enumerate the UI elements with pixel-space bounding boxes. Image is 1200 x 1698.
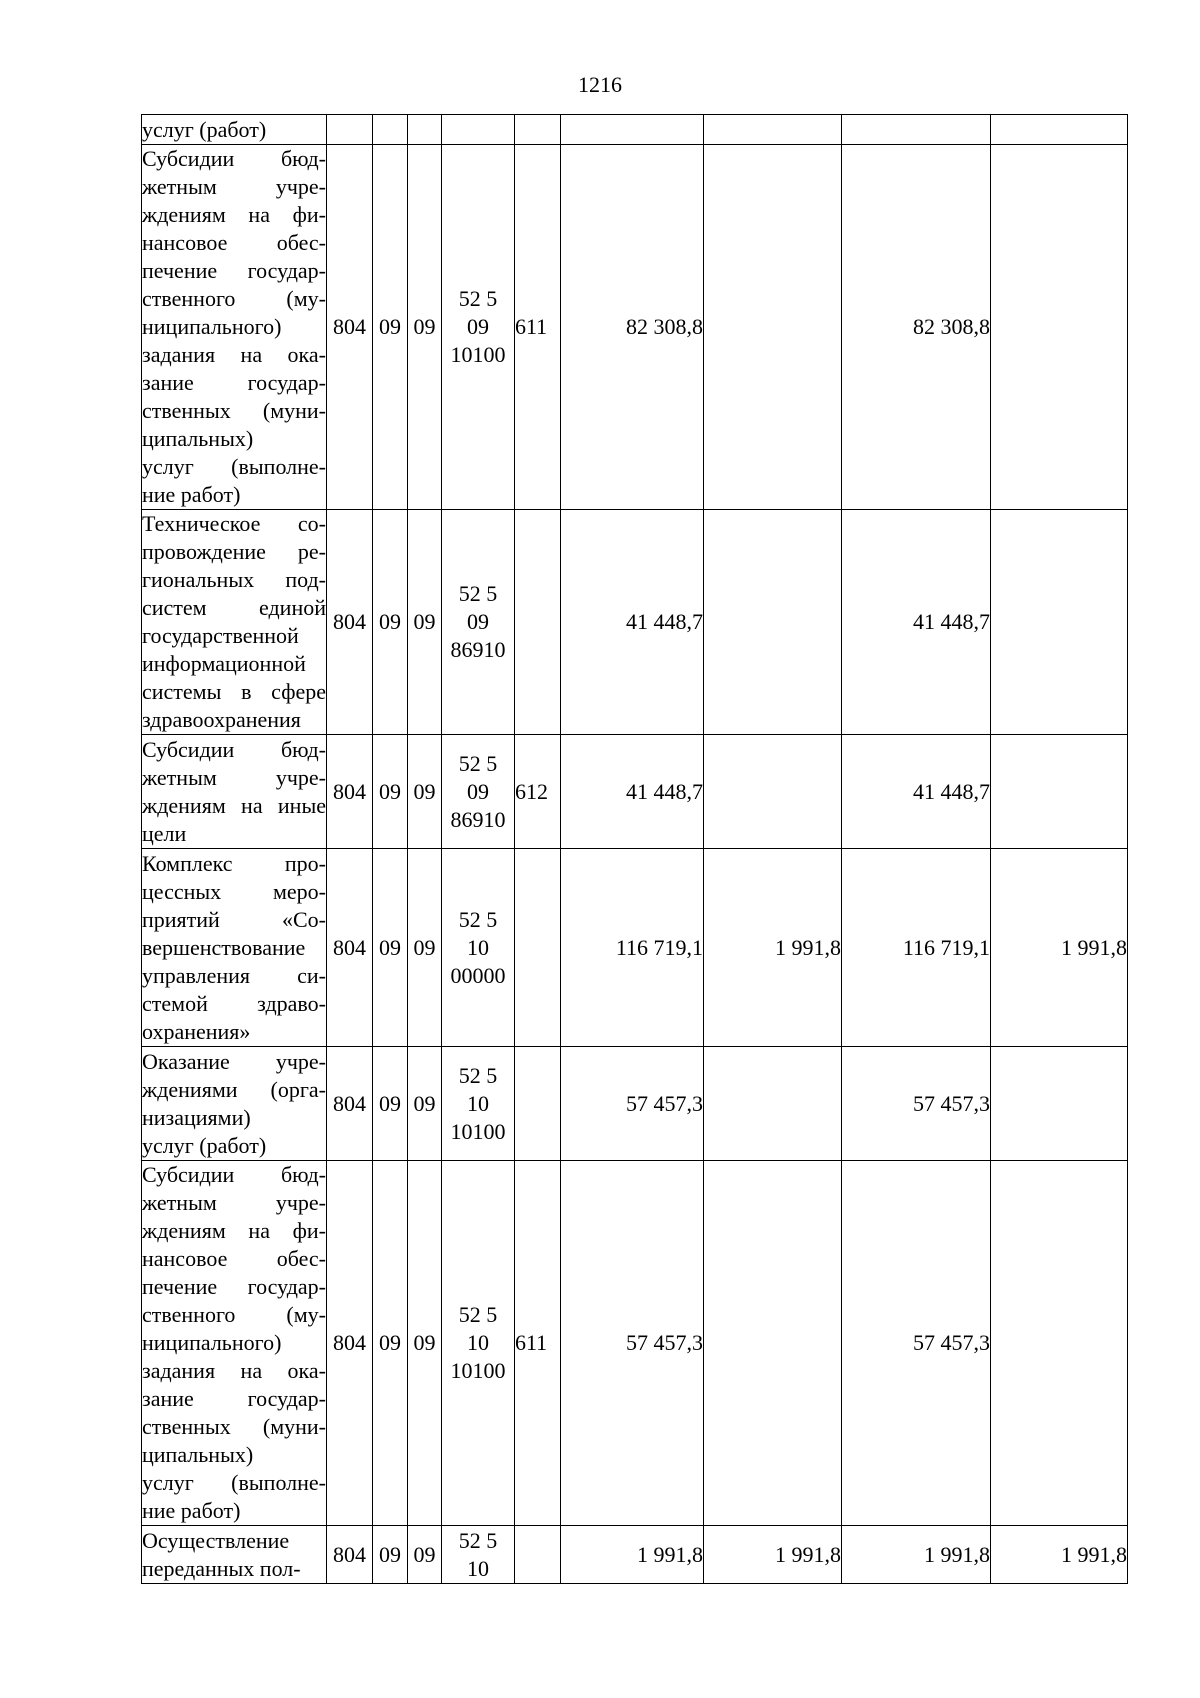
target-article-cell bbox=[442, 510, 515, 735]
row-name-line: Субсидии бюд- bbox=[142, 146, 326, 171]
expense-type-cell: 611 bbox=[515, 1161, 561, 1526]
amount-year1-cell: 41 448,7 bbox=[561, 735, 704, 849]
budget-table bbox=[141, 114, 1128, 1584]
target-article-cell bbox=[442, 849, 515, 1047]
rz-cell: 09 bbox=[373, 1526, 408, 1584]
table-row bbox=[142, 1047, 1128, 1161]
amount-year2-federal-cell bbox=[991, 1161, 1128, 1526]
amount-year2-cell: 57 457,3 bbox=[842, 1047, 991, 1161]
row-name-cell bbox=[142, 115, 327, 145]
row-name-line: печение государ- bbox=[142, 1274, 326, 1299]
row-name-line: зание государ- bbox=[142, 370, 326, 395]
ved-cell: 804 bbox=[327, 145, 373, 510]
rz-cell bbox=[373, 115, 408, 145]
amount-year1-federal-cell bbox=[704, 735, 842, 849]
row-name-line: государственной bbox=[142, 623, 299, 648]
expense-type-cell bbox=[515, 1047, 561, 1161]
row-name-cell bbox=[142, 510, 327, 735]
row-name-line: услуг (работ) bbox=[142, 116, 267, 142]
amount-year2-federal-cell: 1 991,8 bbox=[991, 849, 1128, 1047]
ved-cell: 804 bbox=[327, 1161, 373, 1526]
row-name-line: Субсидии бюд- bbox=[142, 736, 326, 762]
amount-year2-federal-cell bbox=[991, 510, 1128, 735]
amount-year1-federal-cell bbox=[704, 1161, 842, 1526]
page-number: 1216 bbox=[578, 72, 622, 97]
table-row bbox=[142, 115, 1128, 145]
row-name-line: задания на ока- bbox=[142, 342, 326, 367]
row-name-cell bbox=[142, 1047, 327, 1161]
row-name-line: нансовое обес- bbox=[142, 1246, 326, 1271]
row-name-line: цели bbox=[142, 820, 187, 846]
expense-type-cell bbox=[515, 510, 561, 735]
row-name-line: цессных меро- bbox=[142, 878, 326, 904]
pr-cell: 09 bbox=[408, 849, 442, 1047]
amount-year1-federal-cell bbox=[704, 145, 842, 510]
row-name-line: управления си- bbox=[142, 962, 326, 988]
row-name-line: системы в сфере bbox=[142, 679, 326, 704]
target-article-cell bbox=[442, 1047, 515, 1161]
rz-cell: 09 bbox=[373, 1161, 408, 1526]
row-name-cell bbox=[142, 145, 327, 510]
rz-cell: 09 bbox=[373, 510, 408, 735]
row-name-line: Комплекс про- bbox=[142, 850, 326, 876]
row-name-line: приятий «Со- bbox=[142, 906, 326, 932]
amount-year1-cell: 116 719,1 bbox=[561, 849, 704, 1047]
row-name-line: провождение ре- bbox=[142, 539, 326, 564]
row-name-line: низациями) bbox=[142, 1104, 251, 1130]
ved-cell bbox=[327, 115, 373, 145]
table-row bbox=[142, 510, 1128, 735]
pr-cell: 09 bbox=[408, 735, 442, 849]
amount-year2-cell bbox=[842, 115, 991, 145]
pr-cell: 09 bbox=[408, 510, 442, 735]
rz-cell: 09 bbox=[373, 735, 408, 849]
target-article-cell bbox=[442, 1526, 515, 1584]
row-name-line: услуг (выполне- bbox=[142, 1470, 326, 1495]
target-article-line: 10100 bbox=[450, 342, 506, 367]
expense-type-cell: 611 bbox=[515, 145, 561, 510]
target-article-line: 10 bbox=[467, 1555, 489, 1581]
amount-year2-cell: 82 308,8 bbox=[842, 145, 991, 510]
pr-cell: 09 bbox=[408, 1161, 442, 1526]
target-article-line: 52 5 bbox=[458, 286, 498, 311]
target-article-line: 10 bbox=[467, 934, 489, 960]
row-name-line: зание государ- bbox=[142, 1386, 326, 1411]
amount-year2-federal-cell bbox=[991, 1047, 1128, 1161]
target-article-cell bbox=[442, 1161, 515, 1526]
row-name-cell bbox=[142, 1161, 327, 1526]
row-name-line: гиональных под- bbox=[142, 567, 326, 592]
row-name-line: ниципального) bbox=[142, 1330, 282, 1355]
row-name-line: вершенствование bbox=[142, 934, 306, 960]
amount-year1-cell: 57 457,3 bbox=[561, 1161, 704, 1526]
row-name-line: ждениями (орга- bbox=[142, 1076, 326, 1102]
target-article-line: 10100 bbox=[450, 1118, 506, 1144]
table-row bbox=[142, 1526, 1128, 1584]
row-name-cell bbox=[142, 1526, 327, 1584]
row-name-line: жетным учре- bbox=[142, 1190, 326, 1215]
row-name-line: ниципального) bbox=[142, 314, 282, 339]
amount-year2-cell: 1 991,8 bbox=[842, 1526, 991, 1584]
row-name-line: переданных пол- bbox=[142, 1555, 301, 1581]
pr-cell: 09 bbox=[408, 1047, 442, 1161]
target-article-line: 09 bbox=[467, 609, 489, 634]
row-name-line: нансовое обес- bbox=[142, 230, 326, 255]
target-article-line: 10 bbox=[467, 1330, 489, 1355]
rz-cell: 09 bbox=[373, 145, 408, 510]
target-article-line: 52 5 bbox=[458, 581, 498, 606]
target-article-line: 09 bbox=[467, 778, 489, 804]
row-name-line: услуг (выполне- bbox=[142, 454, 326, 479]
amount-year2-federal-cell bbox=[991, 115, 1128, 145]
row-name-line: жетным учре- bbox=[142, 764, 326, 790]
rz-cell: 09 bbox=[373, 849, 408, 1047]
target-article-line: 52 5 bbox=[458, 1062, 498, 1088]
amount-year1-cell bbox=[561, 115, 704, 145]
row-name-line: задания на ока- bbox=[142, 1358, 326, 1383]
pr-cell bbox=[408, 115, 442, 145]
target-article-line: 52 5 bbox=[458, 1527, 498, 1553]
row-name-line: ственных (муни- bbox=[142, 1414, 326, 1439]
ved-cell: 804 bbox=[327, 735, 373, 849]
table-row bbox=[142, 145, 1128, 510]
target-article-line: 09 bbox=[467, 314, 489, 339]
amount-year1-cell: 1 991,8 bbox=[561, 1526, 704, 1584]
amount-year1-federal-cell: 1 991,8 bbox=[704, 849, 842, 1047]
target-article-cell bbox=[442, 145, 515, 510]
amount-year2-cell: 116 719,1 bbox=[842, 849, 991, 1047]
target-article-cell bbox=[442, 735, 515, 849]
row-name-line: Оказание учре- bbox=[142, 1048, 326, 1074]
target-article-line: 10 bbox=[467, 1090, 489, 1116]
row-name-line: ждениям на иные bbox=[142, 792, 326, 818]
table-row bbox=[142, 735, 1128, 849]
row-name-line: Техническое со- bbox=[142, 511, 326, 536]
target-article-cell bbox=[442, 115, 515, 145]
row-name-cell bbox=[142, 849, 327, 1047]
target-article-line: 86910 bbox=[450, 806, 506, 832]
row-name-line: ственного (му- bbox=[142, 286, 326, 311]
pr-cell: 09 bbox=[408, 145, 442, 510]
amount-year2-cell: 41 448,7 bbox=[842, 735, 991, 849]
expense-type-cell bbox=[515, 849, 561, 1047]
row-name-line: ципальных) bbox=[142, 426, 254, 451]
target-article-line: 52 5 bbox=[458, 906, 498, 932]
target-article-line: 00000 bbox=[450, 962, 506, 988]
amount-year1-federal-cell: 1 991,8 bbox=[704, 1526, 842, 1584]
amount-year2-cell: 57 457,3 bbox=[842, 1161, 991, 1526]
row-name-line: стемой здраво- bbox=[142, 990, 326, 1016]
expense-type-cell: 612 bbox=[515, 735, 561, 849]
amount-year1-cell: 82 308,8 bbox=[561, 145, 704, 510]
expense-type-cell bbox=[515, 115, 561, 145]
amount-year1-federal-cell bbox=[704, 1047, 842, 1161]
row-name-line: ние работ) bbox=[142, 1498, 241, 1523]
ved-cell: 804 bbox=[327, 1526, 373, 1584]
amount-year2-federal-cell bbox=[991, 145, 1128, 510]
row-name-line: информационной bbox=[142, 651, 306, 676]
target-article-line: 86910 bbox=[450, 637, 506, 662]
ved-cell: 804 bbox=[327, 1047, 373, 1161]
ved-cell: 804 bbox=[327, 510, 373, 735]
table-row bbox=[142, 849, 1128, 1047]
row-name-line: систем единой bbox=[142, 595, 326, 620]
ved-cell: 804 bbox=[327, 849, 373, 1047]
amount-year2-federal-cell bbox=[991, 735, 1128, 849]
row-name-line: жетным учре- bbox=[142, 174, 326, 199]
amount-year2-federal-cell: 1 991,8 bbox=[991, 1526, 1128, 1584]
row-name-line: печение государ- bbox=[142, 258, 326, 283]
target-article-line: 10100 bbox=[450, 1358, 506, 1383]
row-name-line: ние работ) bbox=[142, 482, 241, 507]
row-name-line: охранения» bbox=[142, 1018, 251, 1044]
table-row bbox=[142, 1161, 1128, 1526]
row-name-line: ственного (му- bbox=[142, 1302, 326, 1327]
amount-year1-federal-cell bbox=[704, 510, 842, 735]
row-name-line: здравоохранения bbox=[142, 707, 301, 732]
row-name-line: ственных (муни- bbox=[142, 398, 326, 423]
row-name-line: Субсидии бюд- bbox=[142, 1162, 326, 1187]
amount-year2-cell: 41 448,7 bbox=[842, 510, 991, 735]
pr-cell: 09 bbox=[408, 1526, 442, 1584]
row-name-line: ципальных) bbox=[142, 1442, 254, 1467]
target-article-line: 52 5 bbox=[458, 750, 498, 776]
amount-year1-federal-cell bbox=[704, 115, 842, 145]
row-name-line: Осуществление bbox=[142, 1527, 290, 1553]
row-name-cell bbox=[142, 735, 327, 849]
row-name-line: услуг (работ) bbox=[142, 1132, 267, 1158]
row-name-line: ждениям на фи- bbox=[142, 202, 326, 227]
expense-type-cell bbox=[515, 1526, 561, 1584]
row-name-line: ждениям на фи- bbox=[142, 1218, 326, 1243]
amount-year1-cell: 41 448,7 bbox=[561, 510, 704, 735]
rz-cell: 09 bbox=[373, 1047, 408, 1161]
target-article-line: 52 5 bbox=[458, 1302, 498, 1327]
amount-year1-cell: 57 457,3 bbox=[561, 1047, 704, 1161]
